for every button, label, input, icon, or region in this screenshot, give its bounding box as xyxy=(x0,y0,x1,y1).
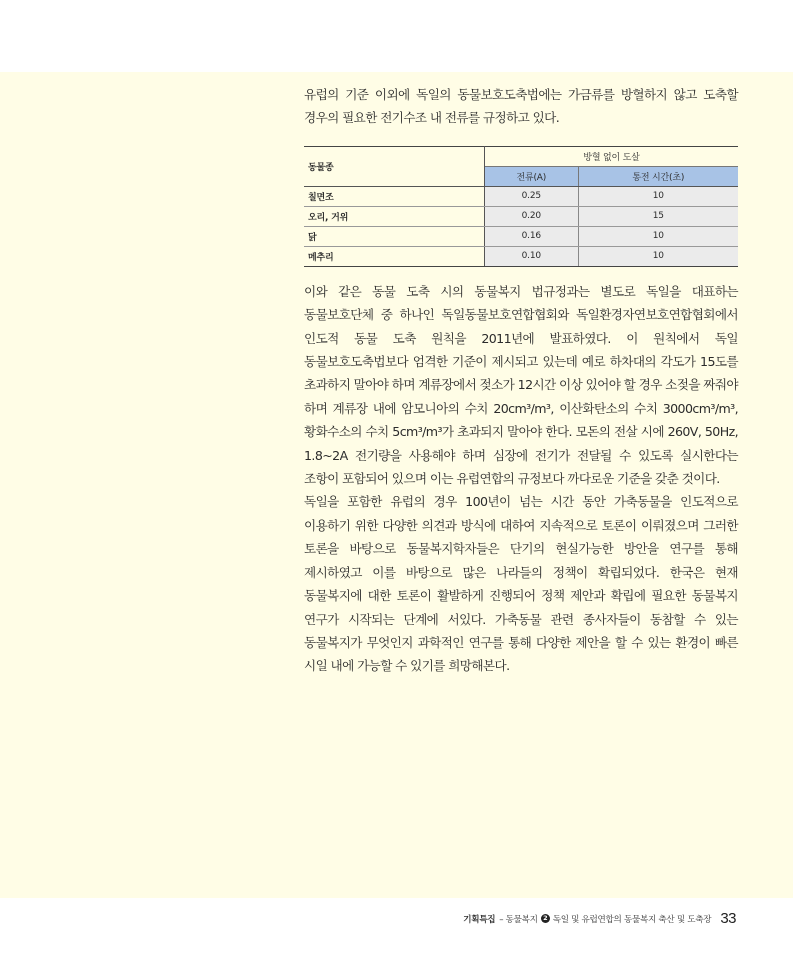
footer-number-badge: 2 xyxy=(541,914,550,923)
table-row xyxy=(304,186,738,206)
current-column-header: 전류(A) xyxy=(485,166,579,186)
current-cell: 0.25 xyxy=(485,186,579,206)
page-footer xyxy=(463,910,736,927)
current-cell: 0.16 xyxy=(485,226,579,246)
duration-cell: 10 xyxy=(578,246,738,266)
electric-bath-table xyxy=(304,146,738,267)
body-paragraph-2: 독일을 포함한 유럽의 경우 100년이 넘는 시간 동안 가축동물을 인도적으로 이용하기 위한 다양한 의견과 방식에 대하여 지속적으로 토론이 이뤄졌으며 그러한 토론을 바탕으로 동물복지학자들은 단기의 현실가능한 방안을 연구를 통해 제시하였고 이를 바탕으로 많은 나라들의 정책이 확립되었다. 한국은 현재 동물복지에 대한 토론이 활발하게 진행되어 정책 제안과 확립에 필요한 동물복지 연구가 시작되는 단계에 서있다. 가축동물 관련 종사자들이 동참할 수 있는 동물복지가 무엇인지 과학적인 연구를 통해 다양한 제안을 할 수 있는 환경이 빠른 시일 내에 가능할 수 있기를 희망해본다. xyxy=(304,494,738,674)
footer-title: 독일 및 유럽연합의 동물복지 축산 및 도축장 xyxy=(552,914,712,925)
duration-column-header: 통전 시간(초) xyxy=(578,166,738,186)
current-cell: 0.10 xyxy=(485,246,579,266)
duration-cell: 10 xyxy=(578,226,738,246)
footer-series: – 동물복지 xyxy=(499,914,538,925)
duration-cell: 15 xyxy=(578,206,738,226)
table-row xyxy=(304,246,738,266)
species-column-header: 동물종 xyxy=(304,146,485,186)
intro-paragraph: 유럽의 기준 이외에 독일의 동물보호도축법에는 가금류를 방혈하지 않고 도축할 경우의 필요한 전기수조 내 전류를 규정하고 있다. xyxy=(304,87,738,126)
species-cell: 오리, 거위 xyxy=(304,206,485,226)
article-body xyxy=(304,83,738,678)
group-column-header: 방혈 없이 도살 xyxy=(485,146,739,166)
duration-cell: 10 xyxy=(578,186,738,206)
body-paragraph-1: 이와 같은 동물 도축 시의 동물복지 법규정과는 별도로 독일을 대표하는 동물보호단체 중 하나인 독일동물보호연합협회와 독일환경자연보호연합협회에서 인도적 동물 도축 원칙을 2011년에 발표하였다. 이 원칙에서 독일 동물보호도축법보다 엄격한 기준이 제시되고 있는데 예로 하차대의 각도가 15도를 초과하지 말아야 하며 계류장에서 젖소가 12시간 이상 있어야 할 경우 소젖을 짜줘야 하며 계류장 내에 암모니아의 수치 20cm³/m³, 이산화탄소의 수치 3000cm³/m³, 황화수소의 수치 5cm³/m³가 초과되지 말아야 한다. 모돈의 전살 시에 260V, 50Hz, 1.8~2A 전기량을 사용해야 하며 심장에 전기가 전달될 수 있도록 실시한다는 조항이 포함되어 있으며 이는 유럽연합의 규정보다 까다로운 기준을 갖춘 것이다. xyxy=(304,283,738,487)
footer-section-label: 기획특집 xyxy=(463,914,496,925)
species-cell: 메추리 xyxy=(304,246,485,266)
species-cell: 닭 xyxy=(304,226,485,246)
current-cell: 0.20 xyxy=(485,206,579,226)
table-row xyxy=(304,226,738,246)
page-number: 33 xyxy=(720,910,736,927)
table-row xyxy=(304,206,738,226)
species-cell: 칠면조 xyxy=(304,186,485,206)
